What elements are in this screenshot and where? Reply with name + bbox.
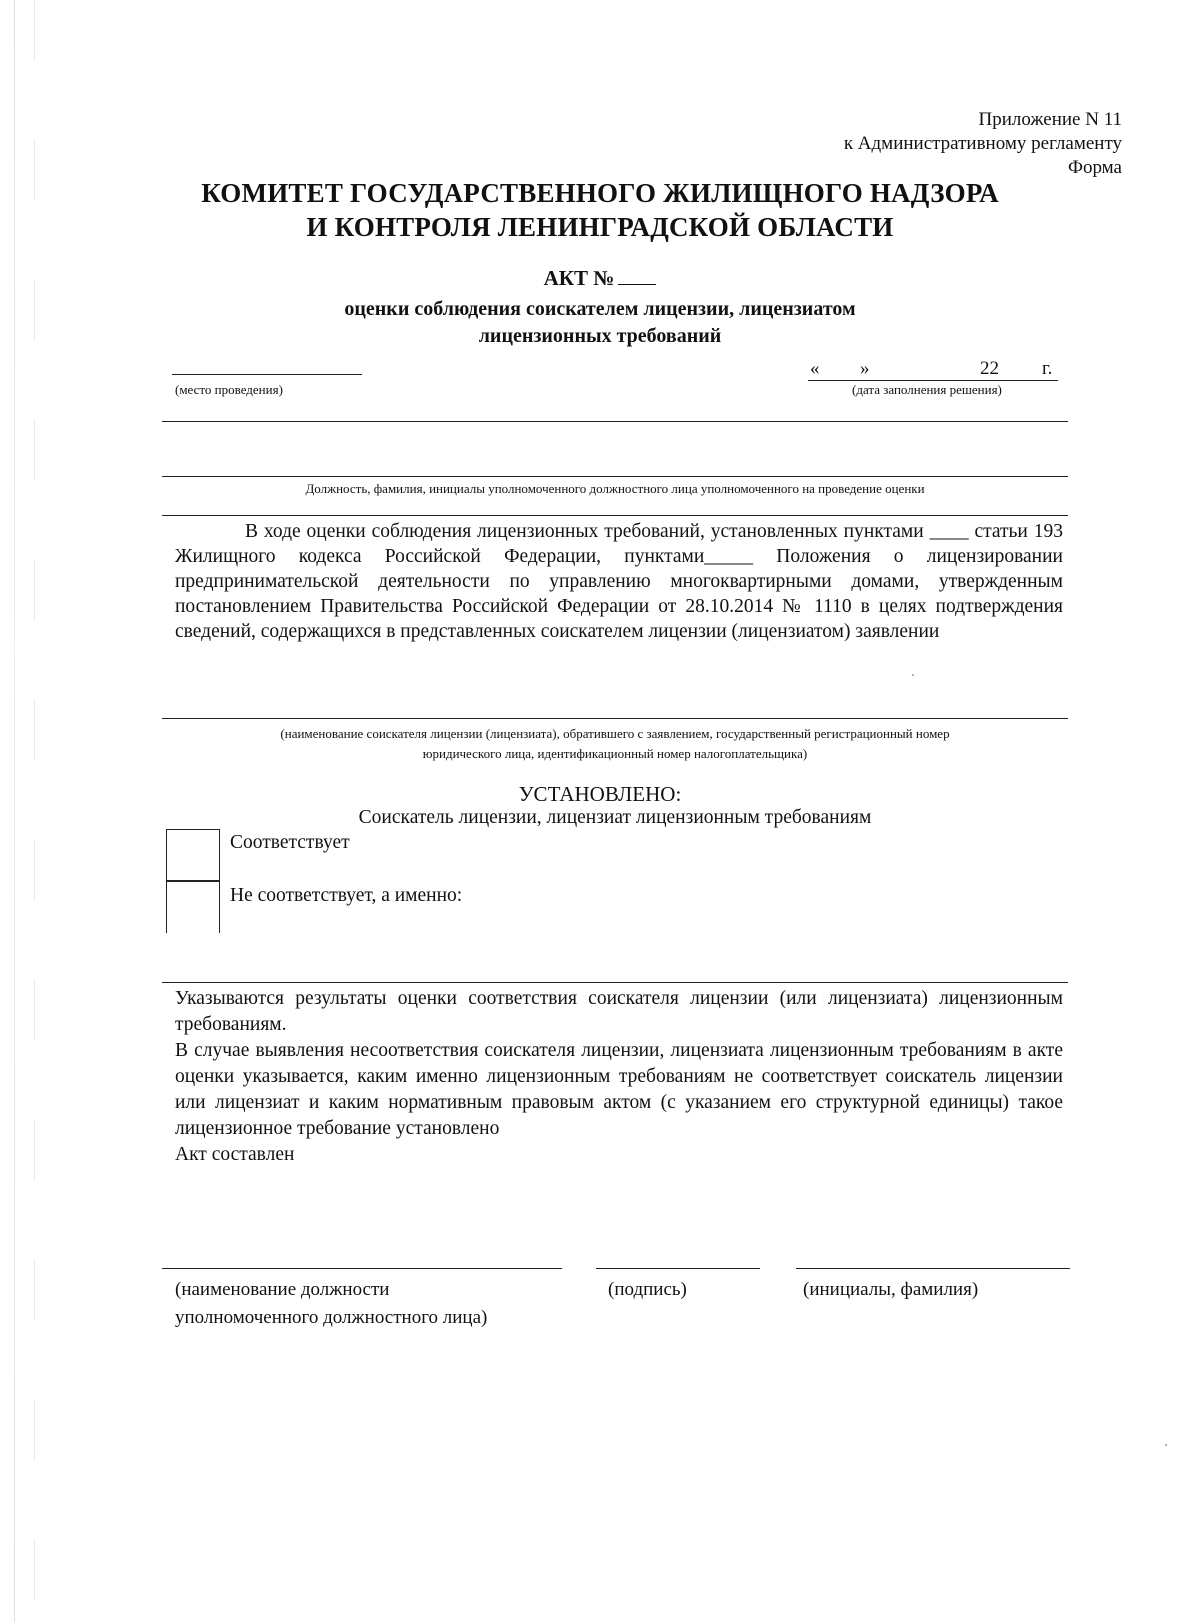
results-line (162, 982, 1068, 983)
results-text (175, 986, 1063, 1168)
signature-label: (подпись) (608, 1279, 687, 1300)
act-subtitle-line: оценки соблюдения соискателем лицензии, лицензиатом (344, 298, 856, 320)
name-label: (инициалы, фамилия) (803, 1279, 979, 1300)
act-title-text: АКТ № (543, 266, 615, 290)
official-line-2 (162, 476, 1068, 477)
date-blank-line (808, 380, 1058, 381)
scan-speck (912, 674, 914, 676)
results-paragraph: Указываются результаты оценки соответствия соискателя лицензии (или лицензиата) лицензионным требованиям. (175, 988, 1063, 1035)
assessment-paragraph: В ходе оценки соблюдения лицензионных требований, установленных пунктами ____ статьи 193 Жилищного кодекса Российской Федерации, пунктами_____ Положения о лицензировании предпринимательской деятельности по управлению многоквартирными домами, утвержденным постановлением Правительства Российской Федерации от 28.10.2014 № 1110 в целях подтверждения сведений, содержащихся в представленных соискателем лицензии (лицензиатом) заявлении (175, 521, 1063, 642)
date-year: 22 (980, 358, 999, 379)
established-title: УСТАНОВЛЕНО: (518, 782, 682, 806)
place-label: (место проведения) (175, 382, 283, 397)
place-blank-line (172, 374, 362, 375)
committee-line: И КОНТРОЛЯ ЛЕНИНГРАДСКОЙ ОБЛАСТИ (306, 212, 894, 242)
applicant-caption (160, 724, 1070, 764)
act-subtitle-line: лицензионных требований (478, 325, 722, 347)
not-complies-checkbox[interactable] (166, 880, 220, 933)
results-paragraph: В случае выявления несоответствия соискателя лицензии, лицензиата лицензионным требованиям в акте оценки указывается, каким именно лицензионным требованиям не соответствует соискатель лицензии или лицензиат и каким нормативным правовым актом (с указанием его структурной единицы) такое лицензионное требование установлено (175, 1040, 1063, 1139)
position-label (175, 1276, 575, 1332)
not-complies-label: Не соответствует, а именно: (230, 885, 463, 906)
applicant-caption-line: (наименование соискателя лицензии (лицензиата), обратившего с заявлением, государственный регистрационный номер (280, 726, 950, 741)
committee-title (150, 176, 1050, 244)
act-compiled: Акт составлен (175, 1144, 295, 1165)
name-signature-line (796, 1268, 1070, 1269)
official-line-1 (162, 421, 1068, 422)
appendix-note (622, 108, 1122, 180)
complies-label: Соответствует (230, 832, 350, 853)
scan-edge-marks (34, 0, 35, 1622)
appendix-line: Приложение N 11 (978, 109, 1122, 130)
date-suffix: г. (1042, 358, 1053, 379)
scan-edge (14, 0, 15, 1622)
official-line-3 (162, 515, 1068, 516)
complies-checkbox[interactable] (166, 829, 220, 882)
date-open-quote: « (810, 358, 820, 379)
appendix-line: к Административному регламенту (843, 133, 1122, 154)
scan-speck (1165, 1444, 1167, 1446)
position-label-line: уполномоченного должностного лица) (175, 1307, 488, 1328)
date-label: (дата заполнения решения) (852, 382, 1002, 397)
established-subtitle: Соискатель лицензии, лицензиат лицензионным требованиям (358, 807, 872, 828)
position-signature-line (162, 1268, 562, 1269)
committee-line: КОМИТЕТ ГОСУДАРСТВЕННОГО ЖИЛИЩНОГО НАДЗОРА (201, 178, 999, 208)
act-title (150, 266, 1050, 291)
appendix-line: Форма (1067, 157, 1122, 178)
official-caption: Должность, фамилия, инициалы уполномоченного должностного лица уполномоченного на проведение оценки (305, 481, 925, 496)
act-subtitle (150, 296, 1050, 350)
date-close-quote: » (860, 358, 870, 379)
applicant-caption-line: юридического лица, идентификационный номер налогоплательщика) (422, 746, 808, 761)
position-label-line: (наименование должности (175, 1279, 390, 1300)
applicant-line (162, 718, 1068, 719)
signature-line (596, 1268, 760, 1269)
act-number-blank (618, 266, 656, 285)
